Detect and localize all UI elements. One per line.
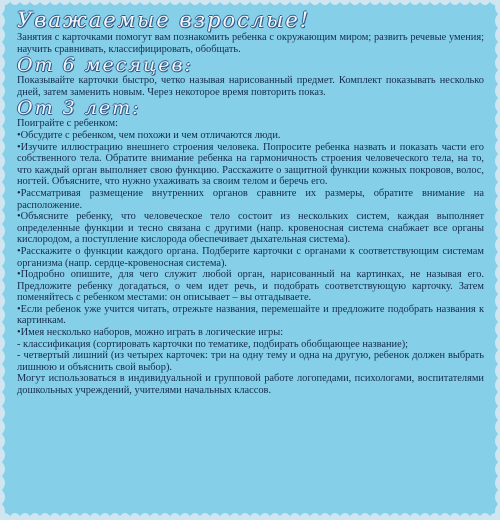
list-item: •Если ребенок уже учится читать, отрежьте названия, перемешайте и предложите подобрать названия к картинкам.: [17, 303, 484, 327]
list-item: •Объясните ребенку, что человеческое тело состоит из нескольких систем, каждая выполняет определенные функции и тесно связана с другими (напр. кровеносная система снабжает все органы кислородом, а поступление кислорода обеспечивает дыхательная система).: [17, 211, 484, 246]
scalloped-edge-top: [0, 0, 500, 8]
list-item: Могут использоваться в индивидуальной и групповой работе логопедами, психологами, воспитателями дошкольных учреждений, учителями начальных классов.: [17, 373, 484, 397]
list-item: •Подробно опишите, для чего служит любой орган, нарисованный на картинках, не называя его. Предложите ребенку догадаться, о чем идет речь, и подобрать соответствующую карточку. Затем поменяйтесь с ребенком местами: он описывает – вы отгадываете.: [17, 269, 484, 304]
section-text-6-months: Показывайте карточки быстро, четко называя нарисованный предмет. Комплект показывать несколько дней, затем заменить новым. Через некоторое время повторить показ.: [17, 75, 484, 98]
section-lead-3-years: Поиграйте с ребенком:: [17, 118, 118, 130]
section-heading-6-months: От 6 месяцев:: [17, 54, 193, 77]
list-item: •Обсудите с ребенком, чем похожи и чем отличаются люди.: [17, 129, 281, 141]
scalloped-edge-left: [0, 0, 8, 518]
list-item: •Имея несколько наборов, можно играть в логические игры:: [17, 327, 284, 339]
list-item: - классификация (сортировать карточки по тематике, подбирать обобщающее название);: [17, 338, 409, 350]
scalloped-edge-right: [492, 0, 500, 518]
list-item: - четвертый лишний (из четырех карточек: три на одну тему и одна на другую, ребенок должен выбрать лишнюю и объяснить свой выбор).: [17, 350, 484, 373]
section-heading-3-years: От 3 лет:: [17, 97, 141, 120]
scalloped-edge-bottom: [0, 510, 500, 520]
intro-paragraph: Занятия с карточками помогут вам познакомить ребенка с окружающим миром; развить речевые умения; научить сравнивать, классифицировать, обобщать.: [17, 32, 484, 55]
page-heading: Уважаемые взрослые!: [17, 8, 311, 32]
list-item: •Расскажите о функции каждого органа. Подберите карточки с органами к соответствующим системам организма (напр. сердце-кровеносная система).: [17, 245, 484, 269]
activity-list: [17, 130, 484, 397]
list-item: •Рассматривая размещение внутренних органов сравните их размеры, обратите внимание на расположение.: [17, 187, 484, 211]
list-item: •Изучите иллюстрацию внешнего строения человека. Попросите ребенка назвать и показать части его собственного тела. Обратите внимание ребенка на гармоничность строения человеческого тела, на то, что каждый орган выполняет свою функцию. Расскажите о защитной функции кожных покровов, волос, ногтей. Объясните, что нужно ухаживать за своим телом и беречь его.: [17, 141, 484, 188]
